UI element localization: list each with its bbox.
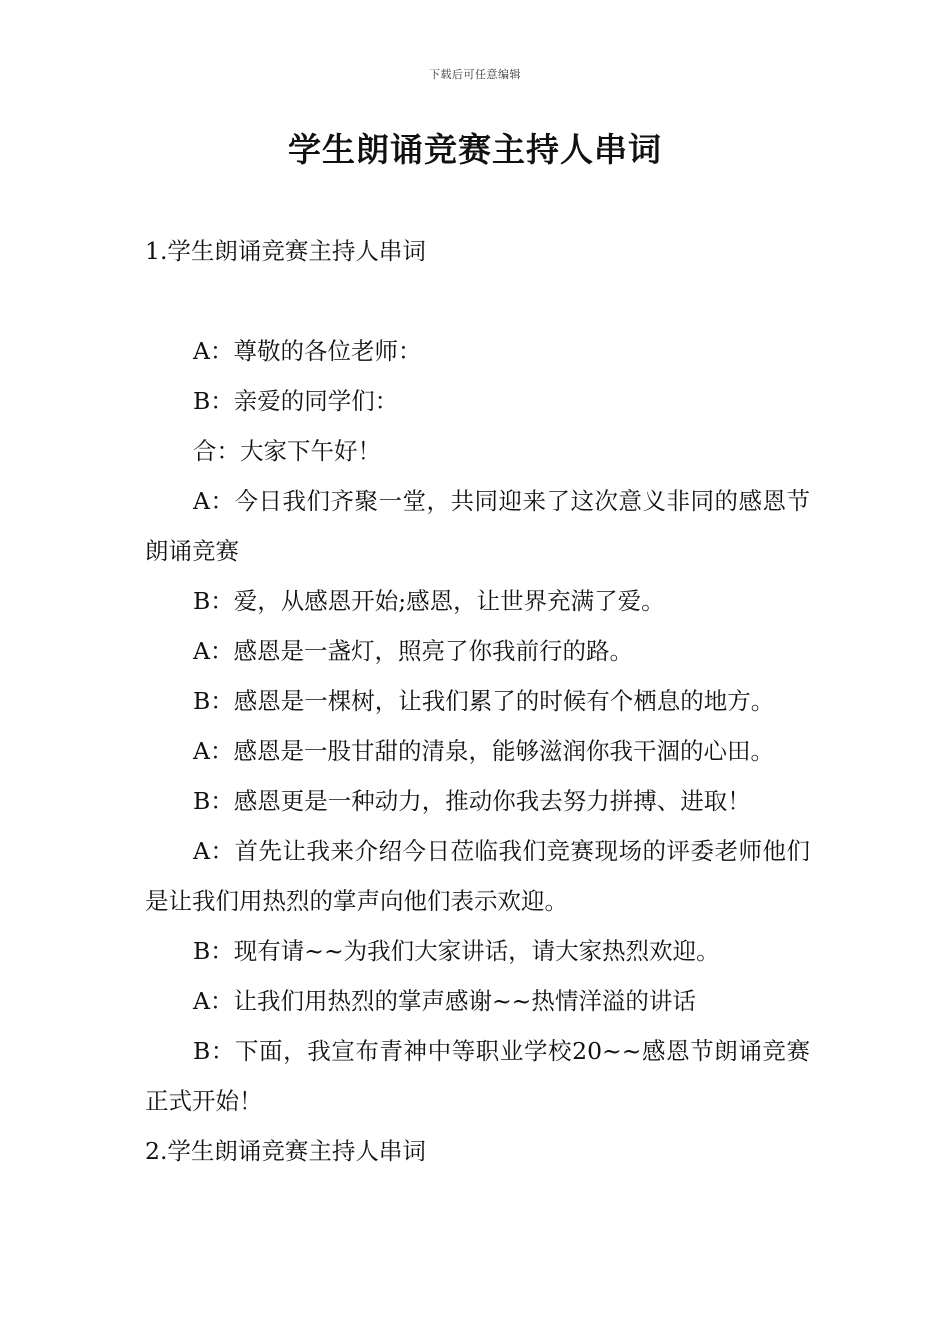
paragraph: B：下面，我宣布青神中等职业学校20~~感恩节朗诵竞赛正式开始！	[145, 1037, 810, 1115]
paragraph: 合：大家下午好！	[193, 437, 381, 465]
paragraph: A：让我们用热烈的掌声感谢~~热情洋溢的讲话	[193, 987, 696, 1015]
section-heading-2: 2.学生朗诵竞赛主持人串词	[145, 1137, 426, 1165]
paragraph: A：感恩是一股甘甜的清泉，能够滋润你我干涸的心田。	[193, 737, 774, 765]
paragraph: A：尊敬的各位老师：	[193, 337, 422, 365]
blank-line	[145, 276, 810, 326]
paragraph: A：首先让我来介绍今日莅临我们竞赛现场的评委老师他们是让我们用热烈的掌声向他们表示欢迎。	[145, 837, 810, 915]
section-heading-1: 1.学生朗诵竞赛主持人串词	[145, 237, 426, 265]
paragraph: B：现有请~~为我们大家讲话，请大家热烈欢迎。	[193, 937, 720, 965]
paragraph: B：爱，从感恩开始;感恩，让世界充满了爱。	[193, 587, 665, 615]
paragraph: B：感恩是一棵树，让我们累了的时候有个栖息的地方。	[193, 687, 775, 715]
paragraph: B：感恩更是一种动力，推动你我去努力拼搏、进取！	[193, 787, 751, 815]
paragraph: A：感恩是一盏灯，照亮了你我前行的路。	[193, 637, 633, 665]
paragraph: A：今日我们齐聚一堂，共同迎来了这次意义非同的感恩节朗诵竞赛	[145, 487, 810, 565]
document-title: 学生朗诵竞赛主持人串词	[288, 130, 662, 169]
document-body	[145, 226, 810, 1176]
paragraph: B：亲爱的同学们：	[193, 387, 399, 415]
header-note: 下载后可任意编辑	[429, 68, 521, 81]
